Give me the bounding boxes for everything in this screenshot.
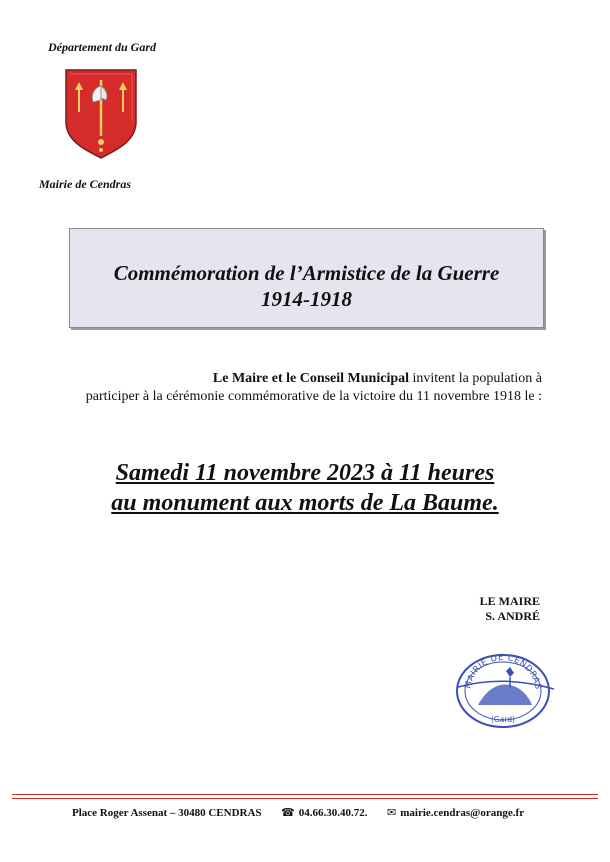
- footer-contact: [72, 806, 572, 819]
- signature-role: LE MAIRE: [479, 594, 540, 608]
- event-date-time: Samedi 11 novembre 2023 à 11 heures: [115, 460, 495, 486]
- invitation-line1: [70, 370, 542, 388]
- signature-block: [440, 594, 540, 624]
- footer-phone[interactable]: 04.66.30.40.72.: [298, 807, 368, 819]
- invitation-hosts: Le Maire et le Conseil Municipal: [212, 371, 410, 386]
- page-subtitle-years: 1914-1918: [261, 287, 352, 311]
- official-stamp-icon: [448, 643, 558, 733]
- email-icon: ✉: [387, 806, 397, 819]
- phone-icon: ☎: [281, 806, 295, 819]
- coat-of-arms-icon: [62, 66, 140, 162]
- stamp-subtext: (Gard): [491, 715, 515, 724]
- footer-divider-top: [12, 794, 598, 795]
- department-label: Département du Gard: [48, 40, 156, 54]
- invitation-line2: participer à la cérémonie commémorative de la victoire du 11 novembre 1918 le :: [85, 389, 542, 404]
- invitation-text-part1: invitent la population à: [409, 371, 542, 386]
- page-title: Commémoration de l’Armistice de la Guerre: [113, 261, 500, 285]
- title-box: [69, 228, 544, 328]
- footer-divider-bottom: [12, 798, 598, 799]
- stamp-text: MAIRIE DE CENDRAS: [463, 652, 543, 691]
- town-hall-label: Mairie de Cendras: [39, 177, 132, 191]
- footer-email[interactable]: mairie.cendras@orange.fr: [400, 807, 525, 819]
- footer-address: Place Roger Assenat – 30480 CENDRAS: [72, 807, 262, 819]
- event-details: [40, 458, 570, 518]
- invitation-text: [70, 370, 542, 406]
- signature-name: S. ANDRÉ: [485, 609, 540, 623]
- event-location: au monument aux morts de La Baume.: [111, 490, 499, 516]
